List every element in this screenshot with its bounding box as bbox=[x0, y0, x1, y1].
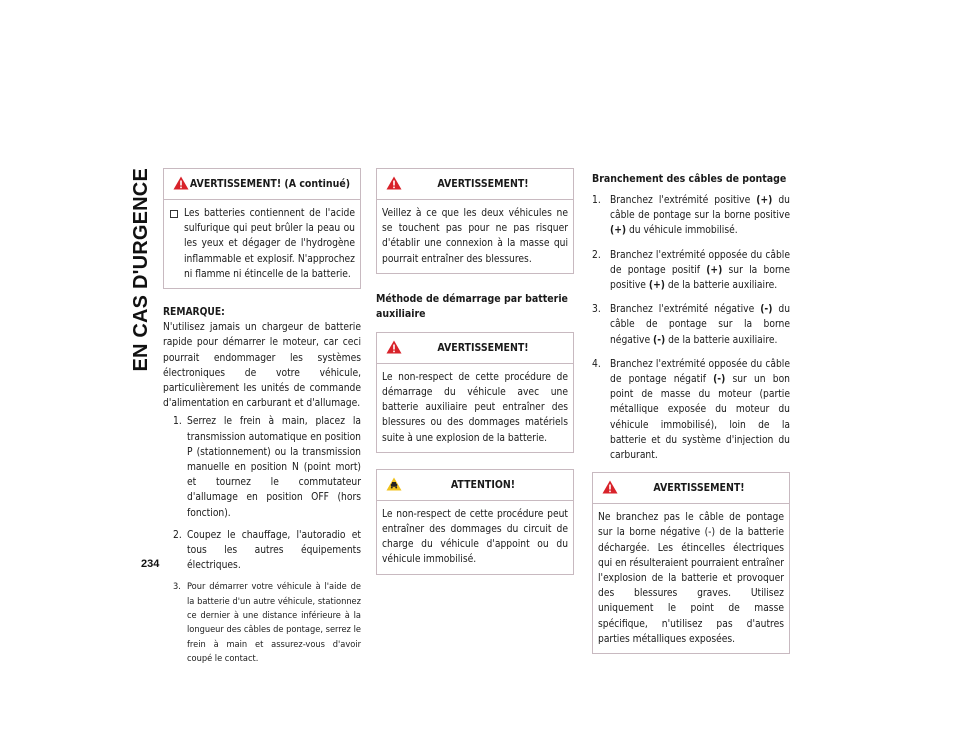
list-item bbox=[592, 302, 790, 348]
warning-box-header bbox=[377, 169, 573, 200]
caution-title: ATTENTION! bbox=[450, 478, 516, 491]
step-text: Serrez le frein à main, placez la transmission automatique en position P (stationnement) ou la transmission manuelle en position N (point mort) et tournez le commutateur d'allumage en position OFF (hors fonction). bbox=[187, 416, 361, 519]
warning-body: Le non-respect de cette procédure de démarrage du véhicule avec une batterie auxiliaire peut entraîner des blessures ou des dommages matériels suite à une explosion de la batterie. bbox=[382, 371, 568, 444]
warning-box-continued bbox=[163, 168, 361, 289]
warning-title: AVERTISSEMENT! bbox=[437, 341, 529, 354]
warning-box-negative-terminal bbox=[592, 472, 790, 654]
warning-bullet bbox=[169, 206, 355, 282]
step-text: Branchez l'extrémité négative (-) du câble de pontage sur la borne négative (-) de la batterie auxiliaire. bbox=[610, 304, 791, 346]
column-3 bbox=[592, 168, 790, 670]
list-item bbox=[592, 357, 790, 463]
warning-box-procedure bbox=[376, 332, 574, 453]
list-item bbox=[163, 580, 361, 666]
caution-body: Le non-respect de cette procédure peut entraîner des dommages du circuit de charge du véhicule d'appoint ou du véhicule immobilisé. bbox=[382, 508, 568, 566]
warning-box-vehicles-touch bbox=[376, 168, 574, 274]
column-1 bbox=[163, 168, 361, 673]
step-number: 1. bbox=[173, 416, 182, 428]
chapter-side-tab: EN CAS D'URGENCE bbox=[130, 168, 152, 372]
warning-body: Veillez à ce que les deux véhicules ne se touchent pas pour ne pas risquer d'établir une connexion à la masse qui pourrait entraîner des blessures. bbox=[382, 208, 568, 265]
step-number: 2. bbox=[173, 529, 182, 541]
warning-triangle-icon bbox=[386, 176, 402, 190]
step-text: Branchez l'extrémité positive (+) du câble de pontage sur la borne positive (+) du véhicule immobilisé. bbox=[610, 195, 790, 237]
warning-triangle-icon bbox=[173, 176, 189, 190]
note-label: REMARQUE: bbox=[163, 307, 225, 319]
warning-box-header bbox=[593, 473, 789, 504]
step-number: 1. bbox=[592, 195, 601, 206]
step-number: 2. bbox=[592, 249, 601, 261]
warning-title: AVERTISSEMENT! (A continué) bbox=[189, 178, 351, 190]
section-title: Branchement des câbles de pontage bbox=[592, 173, 787, 185]
square-bullet-icon bbox=[170, 210, 178, 218]
caution-box-header bbox=[377, 470, 573, 501]
step-text: Branchez l'extrémité opposée du câble de pontage positif (+) sur la borne positive (+) de la batterie auxiliaire. bbox=[610, 249, 790, 292]
warning-box-header bbox=[377, 333, 573, 364]
note-text: N'utilisez jamais un chargeur de batterie rapide pour démarrer le moteur, car ceci pourrait endommager les systèmes électroniques de votre véhicule, particulièrement les unités de commande d'alimentation en carburant et d'allumage. bbox=[163, 322, 361, 410]
column-2 bbox=[376, 168, 574, 591]
list-item bbox=[592, 193, 790, 239]
warning-title: AVERTISSEMENT! bbox=[437, 178, 529, 190]
cable-connection-steps bbox=[592, 193, 790, 463]
section-title: Méthode de démarrage par batterie auxiliaire bbox=[376, 292, 568, 320]
warning-body bbox=[164, 200, 360, 288]
car-skid-caution-icon bbox=[386, 477, 402, 491]
jump-start-prep-steps bbox=[163, 414, 361, 666]
step-number: 3. bbox=[592, 304, 601, 316]
caution-box bbox=[376, 469, 574, 575]
warning-title: AVERTISSEMENT! bbox=[653, 482, 745, 495]
warning-body: Ne branchez pas le câble de pontage sur la borne négative (-) de la batterie déchargée. Les étincelles électriques qui en résulteraient pourraient entraîner l'explosion de la batterie et provoquer des blessures graves. Utilisez uniquement le point de masse spécifique, n'utilisez pas d'autres parties métalliques exposées. bbox=[598, 512, 784, 645]
page-number: 234 bbox=[141, 558, 160, 570]
warning-bullet-text: Les batteries contiennent de l'acide sulfurique qui peut brûler la peau ou les yeux et dégager de l'hydrogène inflammable et explosif. N'approchez ni flamme ni étincelle de la batterie. bbox=[184, 208, 355, 280]
list-item bbox=[163, 528, 361, 574]
warning-triangle-icon bbox=[602, 480, 618, 494]
step-number: 4. bbox=[592, 358, 601, 370]
step-text: Coupez le chauffage, l'autoradio et tous les autres équipements électriques. bbox=[187, 529, 361, 572]
warning-box-header bbox=[164, 169, 360, 200]
step-number: 3. bbox=[173, 581, 181, 593]
warning-triangle-icon bbox=[386, 340, 402, 354]
step-text: Branchez l'extrémité opposée du câble de pontage négatif (-) sur un bon point de masse du moteur (partie métallique exposée du moteur du véhicule immobilisé), loin de la batterie et du système d'injection du carburant. bbox=[610, 358, 790, 462]
list-item bbox=[163, 414, 361, 520]
step-text: Pour démarrer votre véhicule à l'aide de la batterie d'un autre véhicule, stationnez ce dernier à une distance inférieure à la longueur des câbles de pontage, serrez le frein à main et assurez-vous d'avoir coupé le contact. bbox=[187, 581, 361, 664]
list-item bbox=[592, 248, 790, 294]
